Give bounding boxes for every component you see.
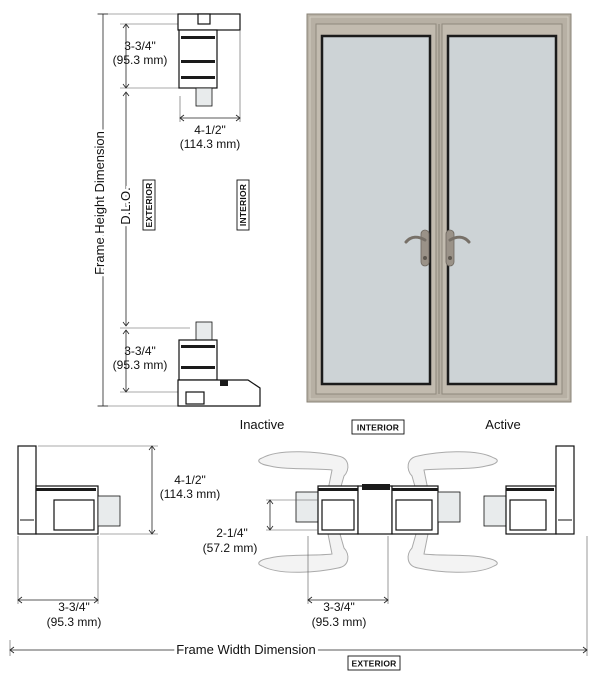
head-dim-in: 3-3/4" [124,39,156,53]
exterior-label-horizontal: EXTERIOR [351,658,397,669]
exterior-label-vertical: EXTERIOR [144,182,154,228]
dlo-label: D.L.O. [118,187,133,225]
sill-dim-mm: (95.3 mm) [112,358,168,372]
head-depth-dim-in: 4-1/2" [194,123,226,137]
vertical-section [92,14,260,406]
inactive-glass [322,36,430,384]
left-jamb-profile [18,446,120,534]
sill-dim-in: 3-3/4" [124,344,156,358]
right-jamb-profile [484,446,574,534]
plan-depth-dim-in: 4-1/2" [174,473,206,487]
interior-label-horizontal: INTERIOR [356,422,400,433]
frame-width-label: Frame Width Dimension [176,642,316,657]
active-label: Active [485,417,521,432]
plan-section [10,446,587,670]
head-depth-dim-mm: (114.3 mm) [179,137,241,151]
sill-profile [178,322,260,406]
stile-dim-in: 2-1/4" [216,526,248,540]
interior-label-vertical: INTERIOR [238,183,248,227]
head-dim-mm: (95.3 mm) [112,53,168,67]
center-dim-in: 3-3/4" [323,600,355,614]
active-glass [448,36,556,384]
stile-dim-mm: (57.2 mm) [202,541,258,555]
frame-height-label: Frame Height Dimension [92,131,107,275]
center-dim-mm: (95.3 mm) [311,615,367,629]
left-jamb-dim-mm: (95.3 mm) [46,615,102,629]
head-profile [178,14,240,106]
plan-depth-dim-mm: (114.3 mm) [159,487,221,501]
left-jamb-dim-in: 3-3/4" [58,600,90,614]
inactive-label: Inactive [239,417,285,432]
door-elevation [307,14,571,402]
meeting-stiles-profile [296,484,460,534]
